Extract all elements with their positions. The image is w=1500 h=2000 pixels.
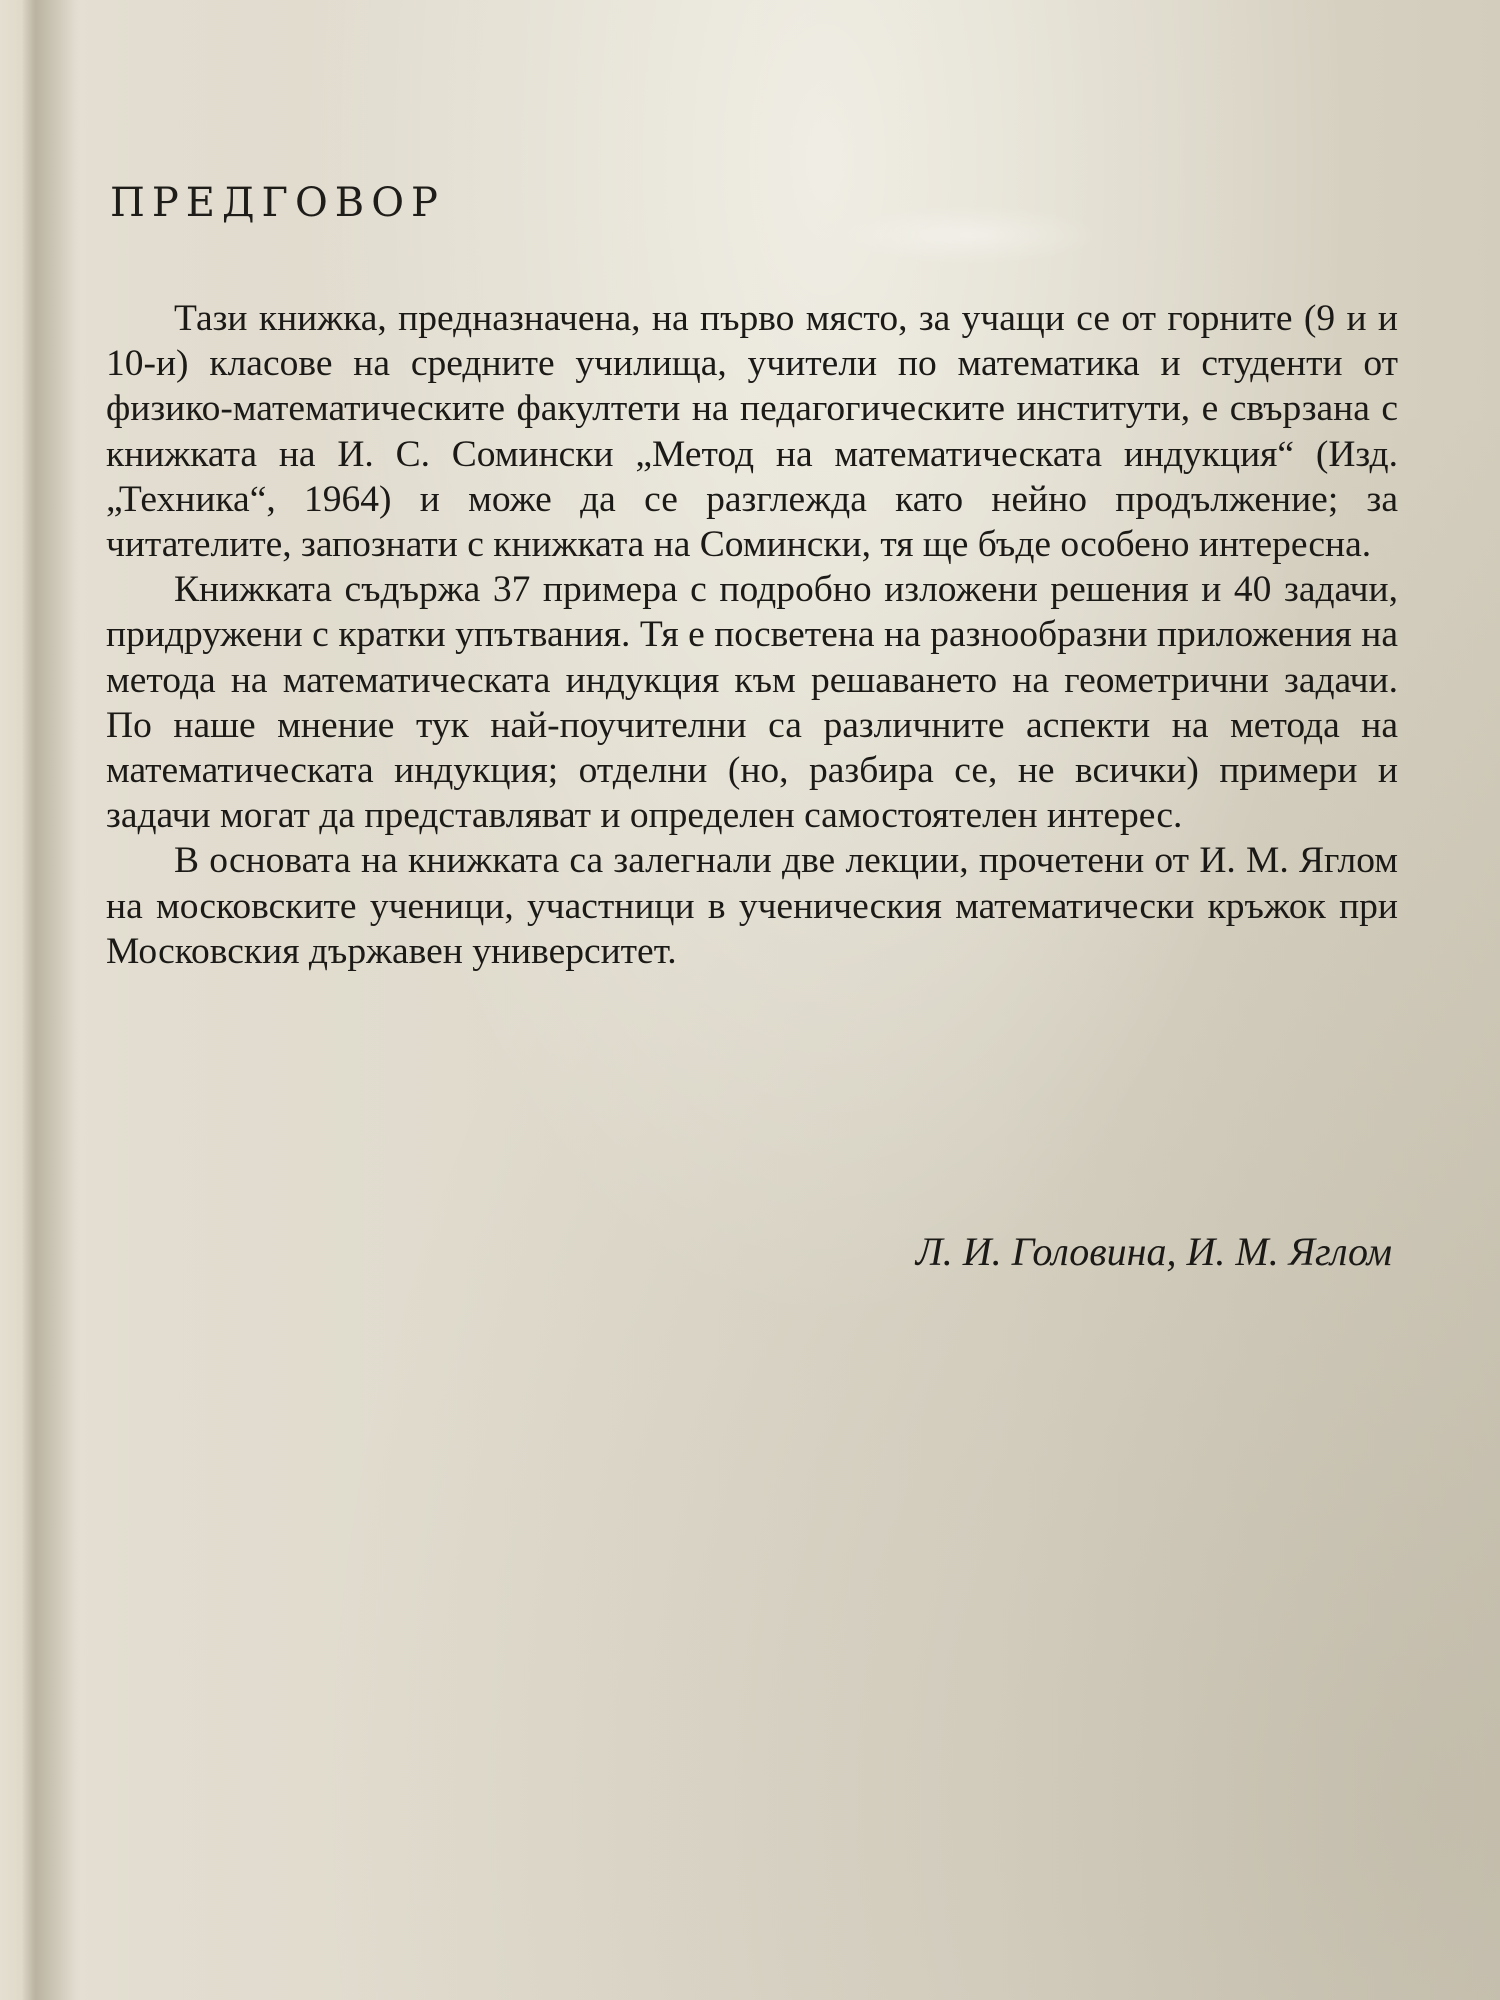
page-edge bbox=[0, 0, 36, 2000]
paragraph-3: В основата на книжката са залегнали две лекции, прочетени от И. М. Яглом на московските ученици, участници в ученическия математически кръжок при Московския държавен университет. bbox=[106, 840, 1398, 972]
paragraph-1: Тази книжка, предназначена, на първо място, за учащи се от горните (9 и и 10-и) класове на средните училища, учители по математика и студенти от физико-математическите факултети на педагогическите институти, е свързана с книжката на И. С. Сомински „Метод на математическата индукция“ (Изд. „Техника“, 1964) и може да се разглежда като нейно продължение; за читателите, запознати с книжката на Сомински, тя ще бъде особено интересна. bbox=[106, 298, 1398, 566]
author-signature: Л. И. Головина, И. М. Яглом bbox=[915, 1229, 1392, 1274]
preface-body bbox=[106, 296, 1398, 974]
paper-fold-highlight bbox=[840, 205, 1100, 265]
page-title: ПРЕДГОВОР bbox=[110, 180, 445, 226]
paragraph-2: Книжката съдържа 37 примера с подробно изложени решения и 40 задачи, придружени с кратки упътвания. Тя е посветена на разнообразни приложения на метода на математическата индукция към решаването на геометрични задачи. По наше мнение тук най-поучителни са различните аспекти на метода на математическата индукция; отделни (но, разбира се, не всички) примери и задачи могат да представляват и определен самостоятелен интерес. bbox=[106, 569, 1398, 837]
